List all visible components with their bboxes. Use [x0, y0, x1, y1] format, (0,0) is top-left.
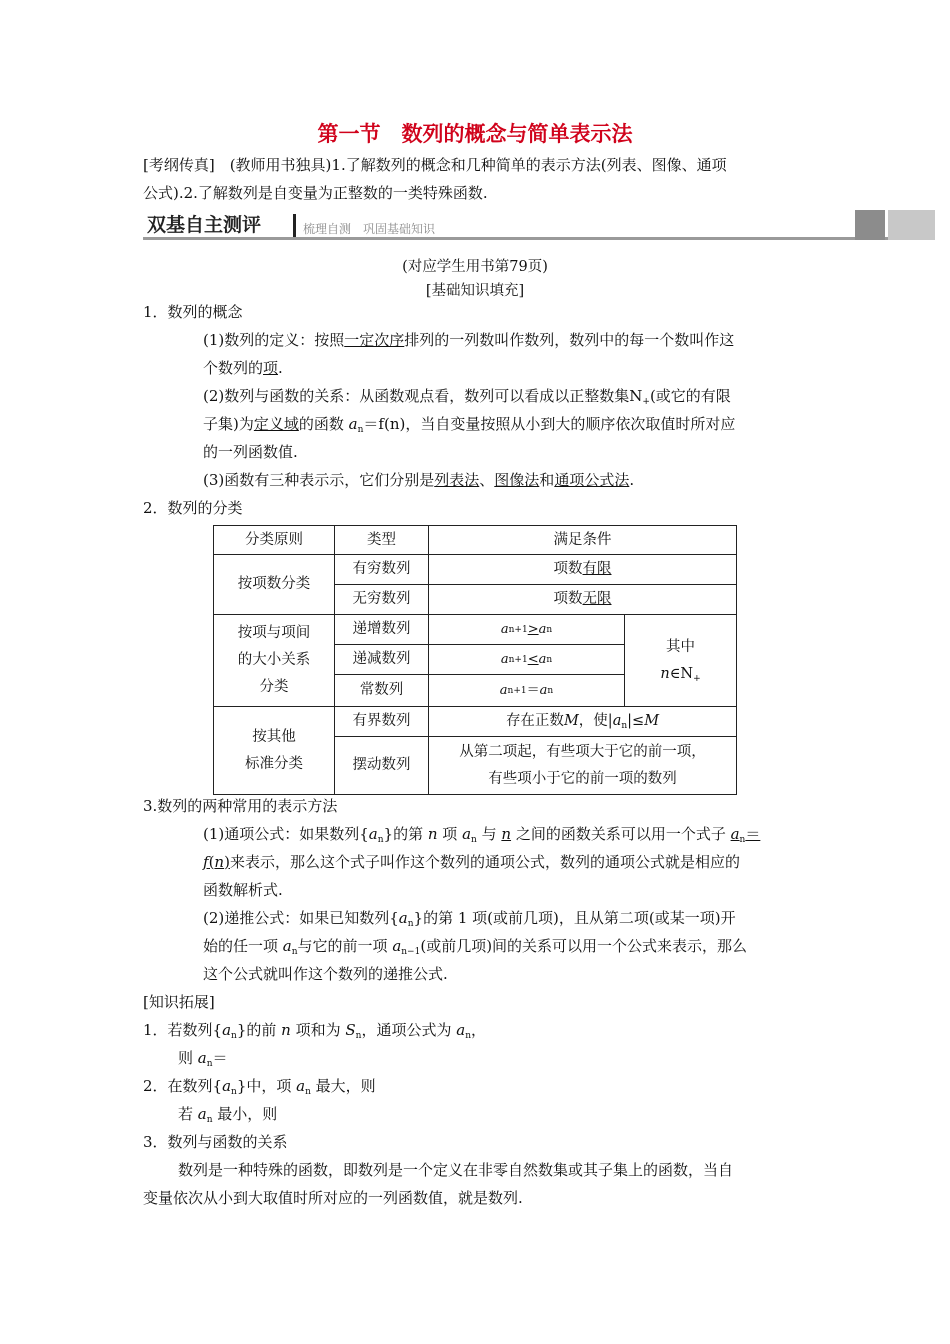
banner-dark-block — [855, 210, 885, 240]
table-header-cell: 满足条件 — [428, 525, 737, 555]
recurrence-line-3: 这个公式就叫作这个数列的递推公式. — [203, 965, 448, 983]
table-note-cell: 其中 $n\in N_+$ — [624, 614, 737, 707]
table-condition-cell: a n+1 ＝ a n — [428, 674, 625, 707]
table-condition-cell: a n+1 < a n — [428, 644, 625, 675]
table-type-cell: 递减数列 — [334, 644, 429, 675]
table-condition-cell: 项数 有限 — [428, 554, 737, 585]
extension-item-3-line-1: 数列是一种特殊的函数，即数列是一个定义在非零自然数集或其子集上的函数，当自 — [178, 1161, 734, 1179]
banner-label: 双基自主测评 — [147, 214, 262, 236]
general-term-line-1: (1)通项公式：如果数列$\{a_n\}$的第 n 项 $a_n$ 与 n 之间的函数关系可以用一个式子 $a_n=$ — [203, 825, 761, 845]
page-title: 第一节 数列的概念与简单表示法 — [317, 122, 633, 146]
subsection-label: [基础知识填充] — [425, 283, 525, 299]
recurrence-line-2: 始的任一项 $a_n$与它的前一项 $a_{n-1}$(或前几项)间的关系可以用一个公式来表示，那么 — [203, 937, 748, 957]
table-condition-cell: 从第二项起，有些项大于它的前一项， 有些项小于它的前一项的数列 — [428, 736, 737, 795]
relation-line-1: (2)数列与函数的关系：从函数观点看，数列可以看成以正整数集$N_+$(或它的有限 — [203, 387, 731, 407]
blank-answer: 图像法 — [494, 471, 540, 489]
table-group-cell: 按项数分类 — [213, 554, 335, 615]
recurrence-line-1: (2)递推公式：如果已知数列$\{a_n\}$的第 1 项(或前几项)，且从第二项(或某一项)开 — [203, 909, 736, 929]
banner-underline — [143, 237, 935, 240]
table-type-cell: 有界数列 — [334, 706, 429, 737]
section-3-heading: 3.数列的两种常用的表示方法 — [143, 797, 338, 815]
blank-answer: 通项公式法 — [554, 471, 630, 489]
extension-item-1: 1．若数列$\{a_n\}$的前 n 项和为 $S_n$，通项公式为 $a_n$， — [143, 1021, 486, 1041]
general-term-line-3: 函数解析式. — [203, 881, 283, 899]
table-group-cell: 按项与项间 的大小关系 分类 — [213, 614, 335, 707]
extension-heading: [知识拓展] — [143, 993, 215, 1011]
syllabus-line-2: 公式).2.了解数列是自变量为正整数的一类特殊函数. — [143, 184, 488, 202]
extension-item-3-line-2: 变量依次从小到大取值时所对应的一列函数值，就是数列. — [143, 1189, 523, 1207]
relation-line-3: 的一列函数值. — [203, 443, 298, 461]
representation-line: (3)函数有三种表示示，它们分别是列表法、图像法和通项公式法. — [203, 471, 635, 489]
blank-answer: 项 — [263, 359, 279, 377]
textbook-reference: (对应学生用书第79页) — [402, 259, 548, 275]
extension-item-2-min: 若 $a_n$ 最小，则 — [178, 1105, 278, 1125]
table-type-cell: 递增数列 — [334, 614, 429, 645]
table-header-cell: 类型 — [334, 525, 429, 555]
section-banner — [143, 210, 935, 242]
banner-light-block — [888, 210, 935, 240]
blank-answer: 一定次序 — [344, 331, 405, 349]
definition-line-1: (1)数列的定义：按照一定次序排列的一列数叫作数列，数列中的每一个数叫作这 — [203, 331, 735, 349]
definition-line-2: 个数列的项. — [203, 359, 283, 377]
section-1-heading: 1．数列的概念 — [143, 303, 243, 321]
syllabus-line-1: [考纲传真] (教师用书独具)1.了解数列的概念和几种简单的表示方法(列表、图像、通项 — [143, 156, 727, 174]
blank-answer: 定义域 — [253, 415, 299, 433]
table-condition-cell: 项数 无限 — [428, 584, 737, 615]
section-2-heading: 2．数列的分类 — [143, 499, 243, 517]
banner-subtitle: 梳理自测 巩固基础知识 — [303, 222, 436, 236]
table-condition-cell: a n+1 > a n — [428, 614, 625, 645]
table-header-cell: 分类原则 — [213, 525, 335, 555]
table-type-cell: 无穷数列 — [334, 584, 429, 615]
table-type-cell: 常数列 — [334, 674, 429, 707]
table-type-cell: 有穷数列 — [334, 554, 429, 585]
table-group-cell: 按其他 标准分类 — [213, 706, 335, 795]
table-condition-cell: 存在正数M，使$|a_n|\le M$ — [428, 706, 737, 737]
extension-item-3: 3．数列与函数的关系 — [143, 1133, 288, 1151]
blank-answer: 列表法 — [434, 471, 480, 489]
general-term-line-2: f(n)来表示，那么这个式子叫作这个数列的通项公式，数列的通项公式就是相应的 — [203, 853, 740, 871]
banner-divider — [293, 214, 296, 237]
extension-item-2: 2．在数列$\{a_n\}$中，项 $a_n$ 最大，则 — [143, 1077, 376, 1097]
extension-item-1-formula: 则 $a_n=$ — [178, 1049, 228, 1069]
table-type-cell: 摆动数列 — [334, 736, 429, 795]
relation-line-2: 子集)为定义域的函数 $a_n=f(n)$，当自变量按照从小到大的顺序依次取值时所对应 — [203, 415, 736, 435]
